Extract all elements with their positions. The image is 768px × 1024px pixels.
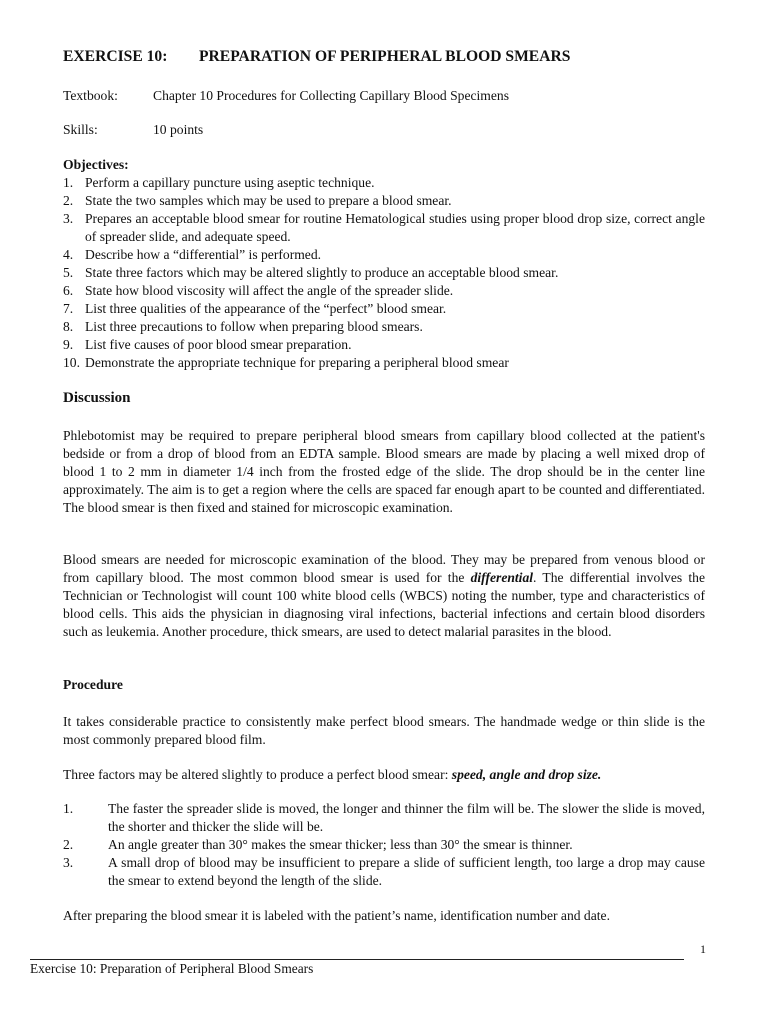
item-text: Describe how a “differential” is performed. — [85, 247, 322, 262]
item-number: 9. — [63, 337, 74, 352]
procedure-paragraph-3: After preparing the blood smear it is labeled with the patient’s name, identification number and date. — [63, 908, 610, 923]
textbook-line — [63, 87, 509, 105]
list-item — [63, 300, 705, 318]
list-item — [63, 192, 705, 210]
step-number: 3. — [63, 855, 74, 870]
list-item — [63, 210, 705, 246]
textbook-label: Textbook: — [63, 88, 118, 103]
emphasis-text: speed, angle and drop size. — [451, 767, 602, 782]
step-number: 2. — [63, 837, 74, 852]
list-item — [63, 336, 705, 354]
item-text: List three qualities of the appearance of the “perfect” blood smear. — [85, 301, 447, 316]
step-text: The faster the spreader slide is moved, the longer and thinner the film will be. The slower the slide is moved, the shorter and thicker the slide will be. — [108, 801, 705, 834]
paragraph-text: Three factors may be altered slightly to produce a perfect blood smear: — [63, 767, 452, 782]
list-item — [63, 354, 705, 372]
page-number: 1 — [700, 942, 706, 956]
procedure-paragraph-1: It takes considerable practice to consistently make perfect blood smears. The handmade wedge or thin slide is the most commonly prepared blood film. — [63, 714, 705, 747]
textbook-value: Chapter 10 Procedures for Collecting Capillary Blood Specimens — [153, 88, 510, 103]
list-item — [63, 318, 705, 336]
item-text: List three precautions to follow when preparing blood smears. — [85, 319, 423, 334]
procedure-steps — [63, 800, 705, 890]
item-number: 3. — [63, 211, 74, 226]
objectives-list — [63, 174, 705, 372]
item-text: Demonstrate the appropriate technique for preparing a peripheral blood smear — [85, 355, 509, 370]
step-number: 1. — [63, 801, 74, 816]
list-item — [63, 836, 705, 854]
item-number: 6. — [63, 283, 74, 298]
item-number: 1. — [63, 175, 74, 190]
objectives-section — [63, 156, 705, 372]
paragraph-text: . The differential involves the Technician or Technologist will count 100 white blood cells (WBCS) noting the number, type and characteristics of blood cells. This aids the physician in diagnosing viral infections, bacterial infections and certain blood disorders such as leukemia. Another procedure, thick smears, are used to detect malarial parasites in the blood. — [63, 570, 705, 639]
step-text: A small drop of blood may be insufficient to prepare a slide of sufficient length, too large a drop may cause the smear to extend beyond the length of the slide. — [108, 855, 705, 888]
item-number: 2. — [63, 193, 74, 208]
discussion-heading: Discussion — [63, 390, 131, 406]
item-number: 8. — [63, 319, 74, 334]
discussion-paragraph-1: Phlebotomist may be required to prepare peripheral blood smears from capillary blood collected at the patient's bedside or from a drop of blood from an EDTA sample. Blood smears are made by placing a well mixed drop of blood 1 to 2 mm in diameter 1/4 inch from the frosted edge of the slide. The drop should be in the center line approximately. The aim is to get a region where the cells are spaced far enough apart to be counted and differentiated. The blood smear is then fixed and stained for microscopic examination. — [63, 428, 705, 515]
procedure-heading: Procedure — [63, 677, 123, 692]
item-number: 7. — [63, 301, 74, 316]
item-text: State how blood viscosity will affect the angle of the spreader slide. — [85, 283, 454, 298]
paragraph-text: Blood smears are needed for microscopic examination of the blood. They may be prepared from venous blood or from capillary blood. The most common blood smear is used for the — [63, 552, 705, 585]
procedure-paragraph-2 — [63, 766, 705, 784]
item-number: 5. — [63, 265, 74, 280]
list-item — [63, 264, 705, 282]
list-item — [63, 800, 705, 836]
exercise-number: EXERCISE 10: — [63, 48, 168, 65]
item-number: 10. — [63, 355, 80, 370]
page-title — [63, 48, 570, 66]
list-item — [63, 854, 705, 890]
page-footer: Exercise 10: Preparation of Peripheral Blood Smears — [30, 961, 314, 976]
skills-value: 10 points — [153, 122, 204, 137]
list-item — [63, 282, 705, 300]
item-text: Prepares an acceptable blood smear for routine Hematological studies using proper blood drop size, correct angle of spreader slide, and adequate speed. — [85, 211, 705, 244]
item-text: State three factors which may be altered slightly to produce an acceptable blood smear. — [85, 265, 559, 280]
skills-line — [63, 121, 203, 139]
list-item — [63, 174, 705, 192]
item-text: Perform a capillary puncture using aseptic technique. — [85, 175, 375, 190]
exercise-title: PREPARATION OF PERIPHERAL BLOOD SMEARS — [199, 48, 571, 65]
objectives-heading: Objectives: — [63, 157, 129, 172]
discussion-paragraph-2 — [63, 551, 705, 641]
item-number: 4. — [63, 247, 74, 262]
list-item — [63, 246, 705, 264]
skills-label: Skills: — [63, 122, 98, 137]
emphasis-text: differential — [470, 570, 534, 585]
item-text: List five causes of poor blood smear preparation. — [85, 337, 352, 352]
step-text: An angle greater than 30° makes the smear thicker; less than 30° the smear is thinner. — [108, 837, 573, 852]
item-text: State the two samples which may be used to prepare a blood smear. — [85, 193, 452, 208]
